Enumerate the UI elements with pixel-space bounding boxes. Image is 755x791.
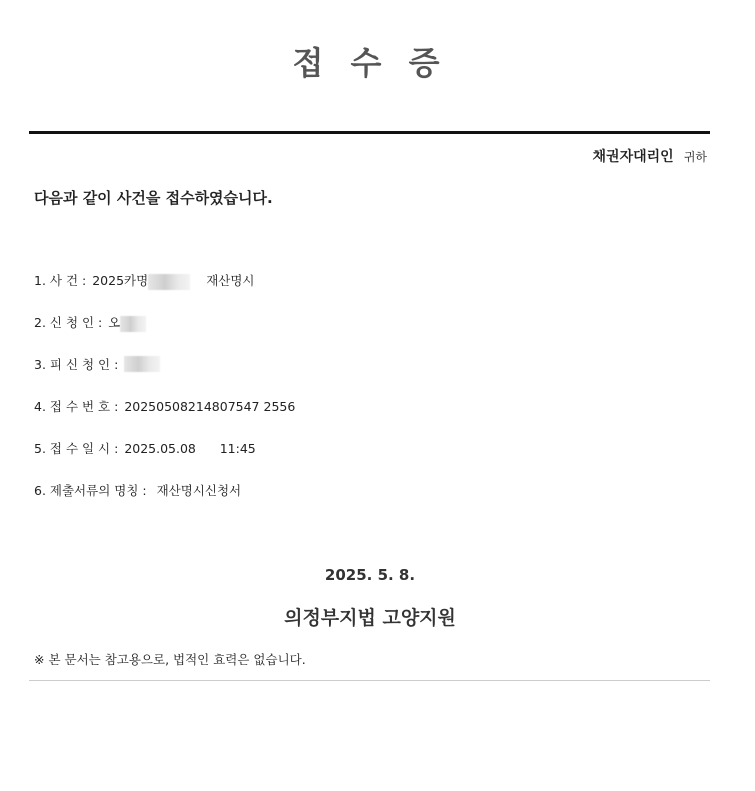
- recipient-line: [593, 146, 707, 166]
- item-receipt-datetime-label: 5. 접 수 일 시 :: [34, 441, 119, 456]
- item-receipt-datetime-value: 2025.05.08 11:45: [124, 440, 256, 456]
- item-document-name-label: 6. 제출서류의 명칭 :: [34, 483, 147, 498]
- item-case-label: 1. 사 건 :: [34, 273, 87, 289]
- item-receipt-datetime: [34, 439, 256, 457]
- item-case: [34, 271, 255, 290]
- item-case-number: [92, 271, 190, 290]
- item-respondent-label: 3. 피 신 청 인 :: [34, 357, 119, 372]
- recipient-name: 채권자대리인: [592, 149, 674, 165]
- item-case-number-prefix: 2025카명: [92, 273, 149, 288]
- document-title: 접 수 증: [292, 44, 448, 82]
- item-respondent: [34, 355, 160, 373]
- bottom-divider: [29, 680, 710, 681]
- redacted-applicant-name: [120, 316, 146, 332]
- item-applicant-label: 2. 신 청 인 :: [34, 315, 103, 331]
- item-applicant: [34, 313, 146, 332]
- item-document-name: [34, 481, 241, 499]
- item-case-type: 재산명시: [206, 273, 255, 289]
- issue-date: 2025. 5. 8.: [324, 566, 416, 584]
- item-document-name-value: 재산명시신청서: [156, 483, 242, 498]
- court-name: 의정부지법 고양지원: [284, 607, 456, 629]
- item-applicant-prefix: 오: [108, 315, 121, 330]
- item-receipt-number-value: 20250508214807547 2556: [124, 398, 296, 414]
- intro-text: 다음과 같이 사건을 접수하였습니다.: [34, 189, 273, 207]
- redacted-case-number: [148, 274, 190, 290]
- recipient-honorific: 귀하: [683, 150, 707, 164]
- item-respondent-value: [124, 356, 160, 373]
- item-applicant-value: [108, 313, 146, 332]
- item-receipt-number: [34, 397, 295, 415]
- redacted-respondent-name: [124, 356, 160, 372]
- reference-note: ※ 본 문서는 참고용으로, 법적인 효력은 없습니다.: [34, 652, 306, 667]
- top-divider: [29, 131, 710, 134]
- item-receipt-number-label: 4. 접 수 번 호 :: [34, 399, 119, 414]
